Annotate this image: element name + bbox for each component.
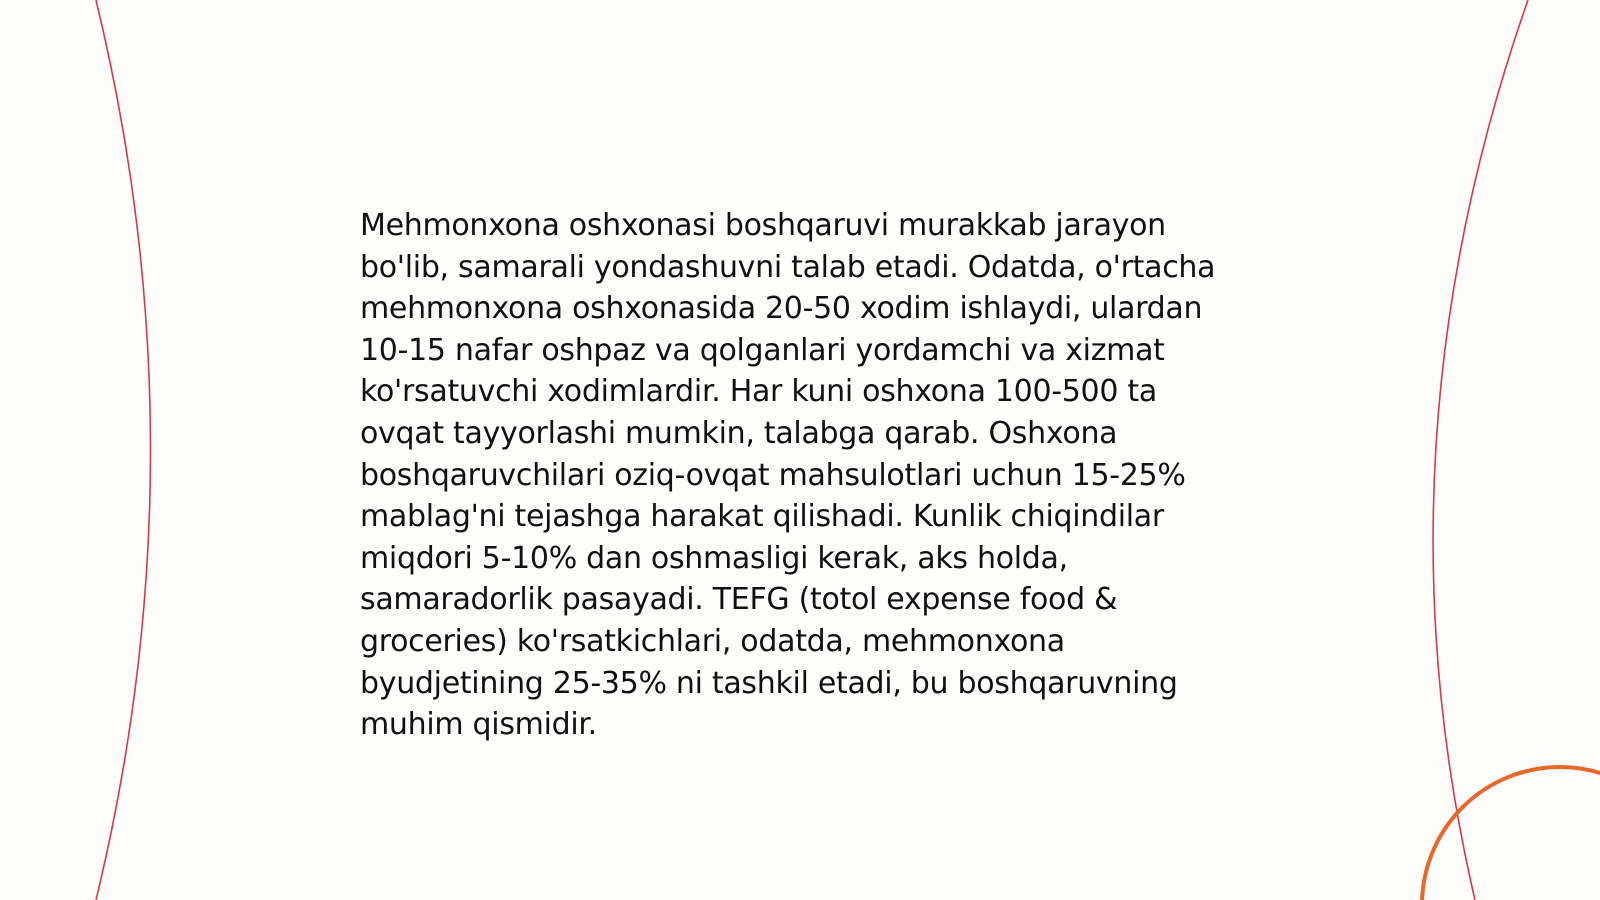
left-arc-curve — [96, 0, 151, 900]
orange-circle-arc — [1422, 767, 1600, 900]
right-arc-curve — [1433, 0, 1528, 900]
body-paragraph: Mehmonxona oshxonasi boshqaruvi murakkab jarayon bo'lib, samarali yondashuvni talab etadi. Odatda, o'rtacha mehmonxona oshxonasida 20-50 xodim ishlaydi, ulardan 10-15 nafar oshpaz va qolganlari yordamchi va xizmat ko'rsatuvchi xodimlardir. Har kuni oshxona 100-500 ta ovqat tayyorlashi mumkin, talabga qarab. Oshxona boshqaruvchilari oziq-ovqat mahsulotlari uchun 15-25% mablag'ni tejashga harakat qilishadi. Kunlik chiqindilar miqdori 5-10% dan oshmasligi kerak, aks holda, samaradorlik pasayadi. TEFG (totol expense food & groceries) ko'rsatkichlari, odatda, mehmonxona byudjetining 25-35% ni tashkil etadi, bu boshqaruvning muhim qismidir. — [360, 208, 1216, 743]
